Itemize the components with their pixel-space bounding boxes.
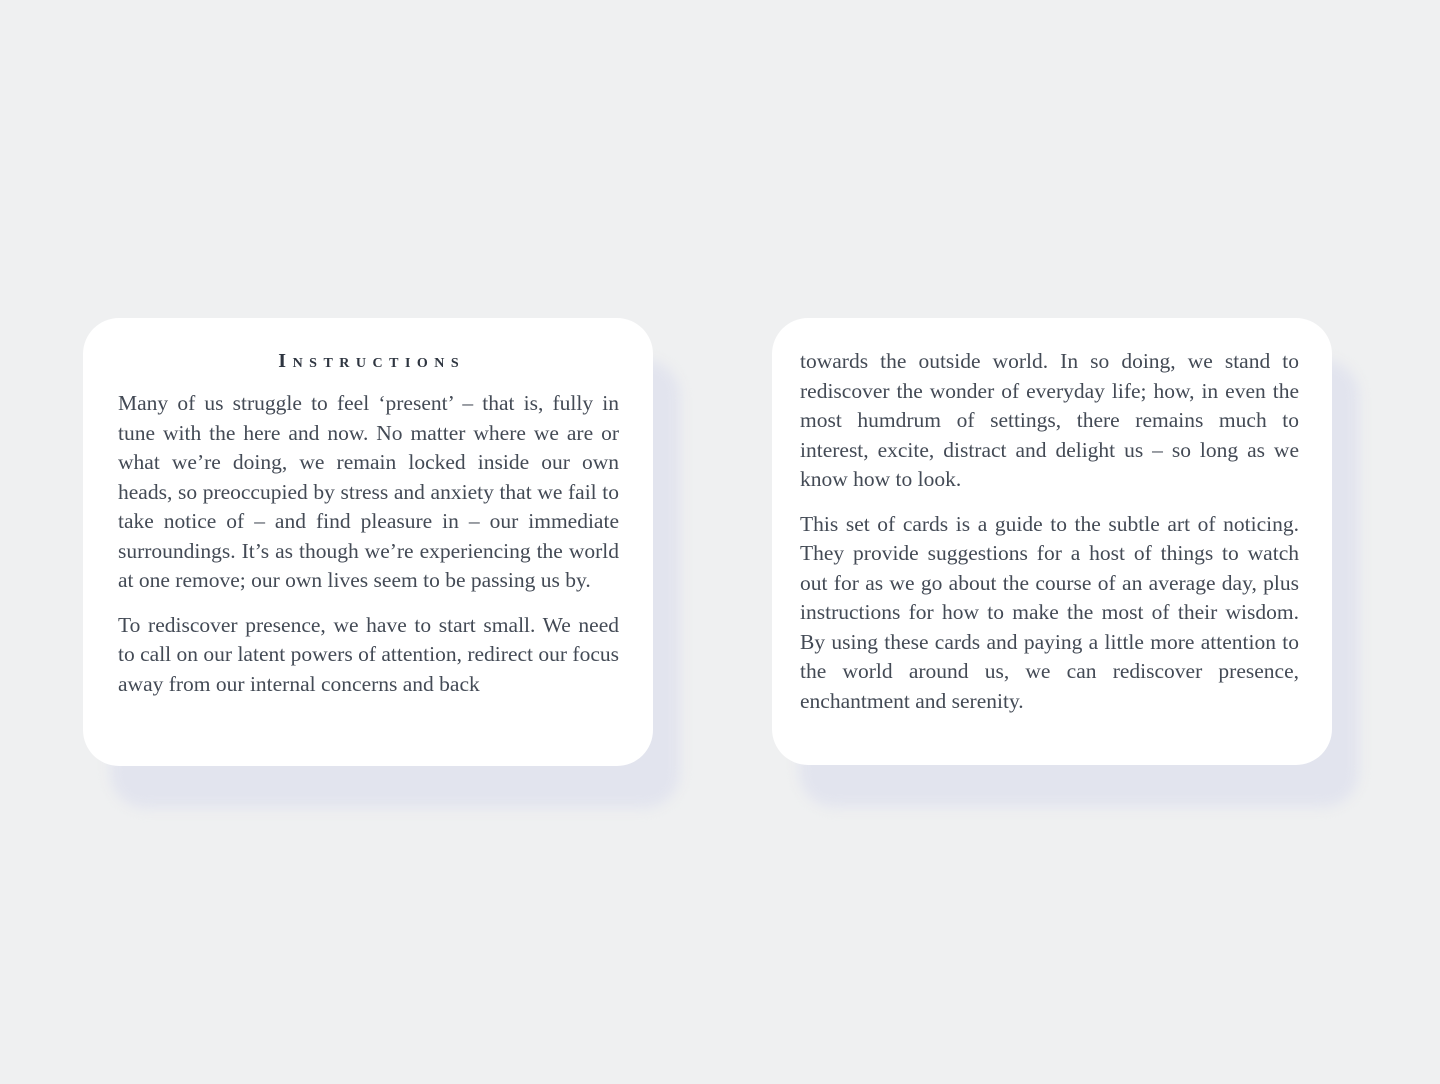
right-card-stack <box>772 318 1332 765</box>
card-paragraph: Many of us struggle to feel ‘present’ – that is, fully in tune with the here and now. No matter where we are or what we’re doing, we remain locked inside our own heads, so preoccupied by stress and anxiety that we fail to take notice of – and find pleasure in – our immediate surroundings. It’s as though we’re experiencing the world at one remove; our own lives seem to be passing us by. <box>118 391 619 592</box>
instructions-card-right <box>772 318 1332 765</box>
card-paragraph: This set of cards is a guide to the subtle art of noticing. They provide suggestions for a host of things to watch out for as we go about the course of an average day, plus instructions for how to make the most of their wisdom. By using these cards and paying a little more attention to the world around us, we can rediscover presence, enchantment and serenity. <box>800 511 1299 713</box>
card-paragraph: towards the outside world. In so doing, we stand to rediscover the wonder of everyday life; how, in even the most humdrum of settings, there remains much to interest, excite, distract and delight us – so long as we know how to look. <box>800 349 1299 491</box>
instructions-card-left <box>83 318 653 766</box>
left-card-stack <box>83 318 653 766</box>
card-paragraph: To rediscover presence, we have to start small. We need to call on our latent powers of attention, redirect our focus away from our internal concerns and back <box>118 612 619 696</box>
card-title: Instructions <box>278 350 466 372</box>
